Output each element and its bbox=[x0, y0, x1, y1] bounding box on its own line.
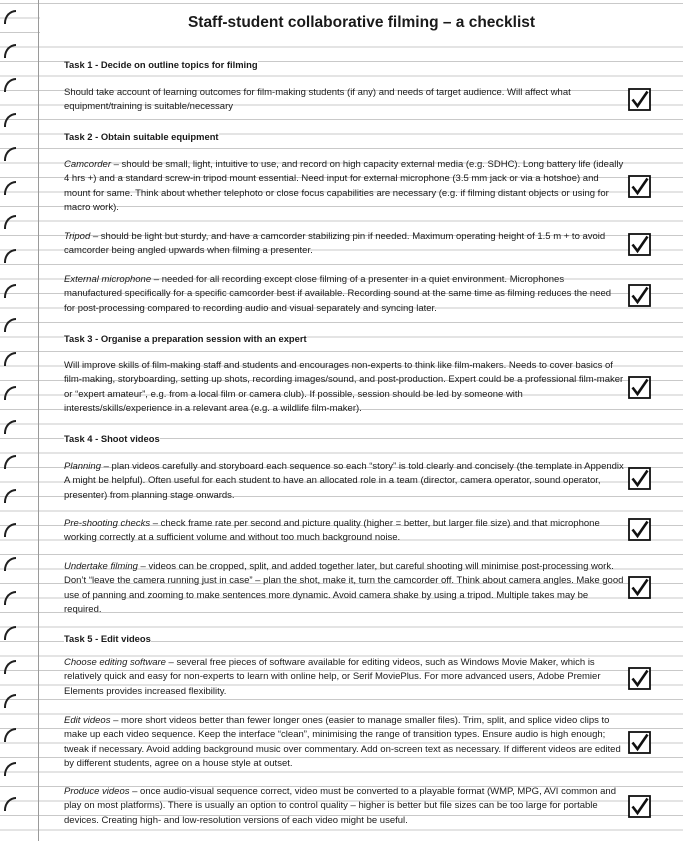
item-label: Planning bbox=[64, 461, 101, 472]
checklist-item bbox=[64, 560, 624, 618]
checked-box-icon bbox=[628, 795, 651, 818]
item-label: Edit videos bbox=[64, 715, 111, 726]
checked-box-icon bbox=[628, 467, 651, 490]
item-text: – should be small, light, intuitive to use, and record on high capacity external media (e.g. SDHC). Long battery life (ideally 4 hrs +) and a standard screw-in tripod mount essential. Need input for external microphone (3.5 mm jack or via a hotshoe) and mount for same. Think about whether telephoto or close focus capabilities are necessary (e.g. if filming distant objects or using for macro work). bbox=[64, 159, 624, 214]
checkbox[interactable] bbox=[628, 731, 651, 754]
checklist-item bbox=[64, 656, 624, 699]
item-text: Should take account of learning outcomes for film-making students (if any) and needs of target audience. Will affect what equipment/training is suitable/necessary bbox=[64, 87, 571, 113]
item-text: – plan videos carefully and storyboard each sequence so each “story” is told clearly and concisely (the template in Appendix A might be helpful). Often useful for each student to have an allocated role in a team (director, camera operator, sound operator, presenter) from planning stage onwards. bbox=[64, 461, 624, 501]
task-heading: Task 5 - Edit videos bbox=[64, 633, 151, 644]
checked-box-icon bbox=[628, 731, 651, 754]
checked-box-icon bbox=[628, 667, 651, 690]
checklist-item bbox=[64, 230, 624, 259]
checklist-item bbox=[64, 359, 624, 417]
task-heading: Task 4 - Shoot videos bbox=[64, 433, 160, 444]
checked-box-icon bbox=[628, 233, 651, 256]
task-heading: Task 2 - Obtain suitable equipment bbox=[64, 131, 219, 142]
checklist-item bbox=[64, 460, 624, 503]
checkbox[interactable] bbox=[628, 667, 651, 690]
checklist-item bbox=[64, 86, 624, 115]
item-text: – more short videos better than fewer longer ones (easier to manage smaller files). Trim, split, and splice video clips to make up each video sequence. Keep the interface “clean”, minimising the range of transition types. Ensure audio is high enough; tweak if necessary. Avoid adding background music over commentary. Add on-screen text as necessary. If different videos are edited by different students, agree on a house style at outset. bbox=[64, 715, 621, 770]
margin-line bbox=[38, 0, 39, 841]
item-text: – should be light but sturdy, and have a camcorder stabilizing pin if needed. Maximum operating height of 1.5 m + to avoid camcorder being angled upwards when filming a presenter. bbox=[64, 231, 606, 257]
task-heading: Task 1 - Decide on outline topics for filming bbox=[64, 59, 258, 70]
item-text: – several free pieces of software available for editing videos, such as Windows Movie Maker, which is relatively quick and easy for non-experts to learn with online help, or Serif MoviePlus. For more advanced users, Adobe Premier Elements provides increased flexibility. bbox=[64, 657, 601, 697]
task-heading: Task 3 - Organise a preparation session with an expert bbox=[64, 333, 307, 344]
item-text: Will improve skills of film-making staff and students and encourages non-experts to think like film-makers. Needs to cover basics of film-making, storyboarding, setting up shots, recording images/sound, and post-production. Expert could be a professional film-maker or “expert amateur”, e.g. from a local film or camera club). If possible, session should be led by someone with interests/skills/experience in a relevant area (e.g. a wildlife film-maker). bbox=[64, 360, 624, 415]
page-title: Staff-student collaborative filming – a checklist bbox=[40, 13, 683, 33]
item-text: – needed for all recording except close filming of a presenter in a quiet environment. Microphones manufactured specifically for a specific camcorder best if available. Recording sound at the same time as filming reduces the need for post-processing compared to recording audio and visual separately and syncing later. bbox=[64, 274, 612, 314]
item-text: – once audio-visual sequence correct, video must be converted to a playable format (WMP, MPG, AVI common and play on most platforms). There is usually an option to control quality – higher is better but file sizes can be too large for portable devices. Creating high- and low-resolution versions of each video might be useful. bbox=[64, 786, 616, 826]
checkbox[interactable] bbox=[628, 88, 651, 111]
checkbox[interactable] bbox=[628, 795, 651, 818]
item-label: Camcorder bbox=[64, 159, 111, 170]
checkbox[interactable] bbox=[628, 376, 651, 399]
checked-box-icon bbox=[628, 576, 651, 599]
item-label: Produce videos bbox=[64, 786, 130, 797]
checkbox[interactable] bbox=[628, 284, 651, 307]
checkbox[interactable] bbox=[628, 518, 651, 541]
checkbox[interactable] bbox=[628, 175, 651, 198]
checklist-item bbox=[64, 785, 624, 828]
item-text: – check frame rate per second and picture quality (higher = better, but larger file size) and that microphone working correctly at a sufficient volume and without too much background noise. bbox=[64, 518, 600, 544]
checklist-item bbox=[64, 158, 624, 216]
checked-box-icon bbox=[628, 175, 651, 198]
checked-box-icon bbox=[628, 284, 651, 307]
checklist-item bbox=[64, 714, 624, 772]
checked-box-icon bbox=[628, 88, 651, 111]
checked-box-icon bbox=[628, 376, 651, 399]
item-label: Choose editing software bbox=[64, 657, 166, 668]
checklist-item bbox=[64, 517, 624, 546]
item-label: Tripod bbox=[64, 231, 91, 242]
checkbox[interactable] bbox=[628, 576, 651, 599]
item-label: Pre-shooting checks bbox=[64, 518, 151, 529]
checkbox[interactable] bbox=[628, 467, 651, 490]
checkbox[interactable] bbox=[628, 233, 651, 256]
checklist-item bbox=[64, 273, 624, 316]
item-label: External microphone bbox=[64, 274, 152, 285]
item-label: Undertake filming bbox=[64, 561, 138, 572]
checked-box-icon bbox=[628, 518, 651, 541]
item-text: – videos can be cropped, split, and added together later, but careful shooting will minimise post-processing work. Don’t “leave the camera running just in case” – plan the shot, make it, turn the camcorder off. Think about camera angles. Make good use of panning and zooming to make sentences more dynamic. Avoid camera shake by using a tripod. Multiple takes may be required. bbox=[64, 561, 624, 616]
